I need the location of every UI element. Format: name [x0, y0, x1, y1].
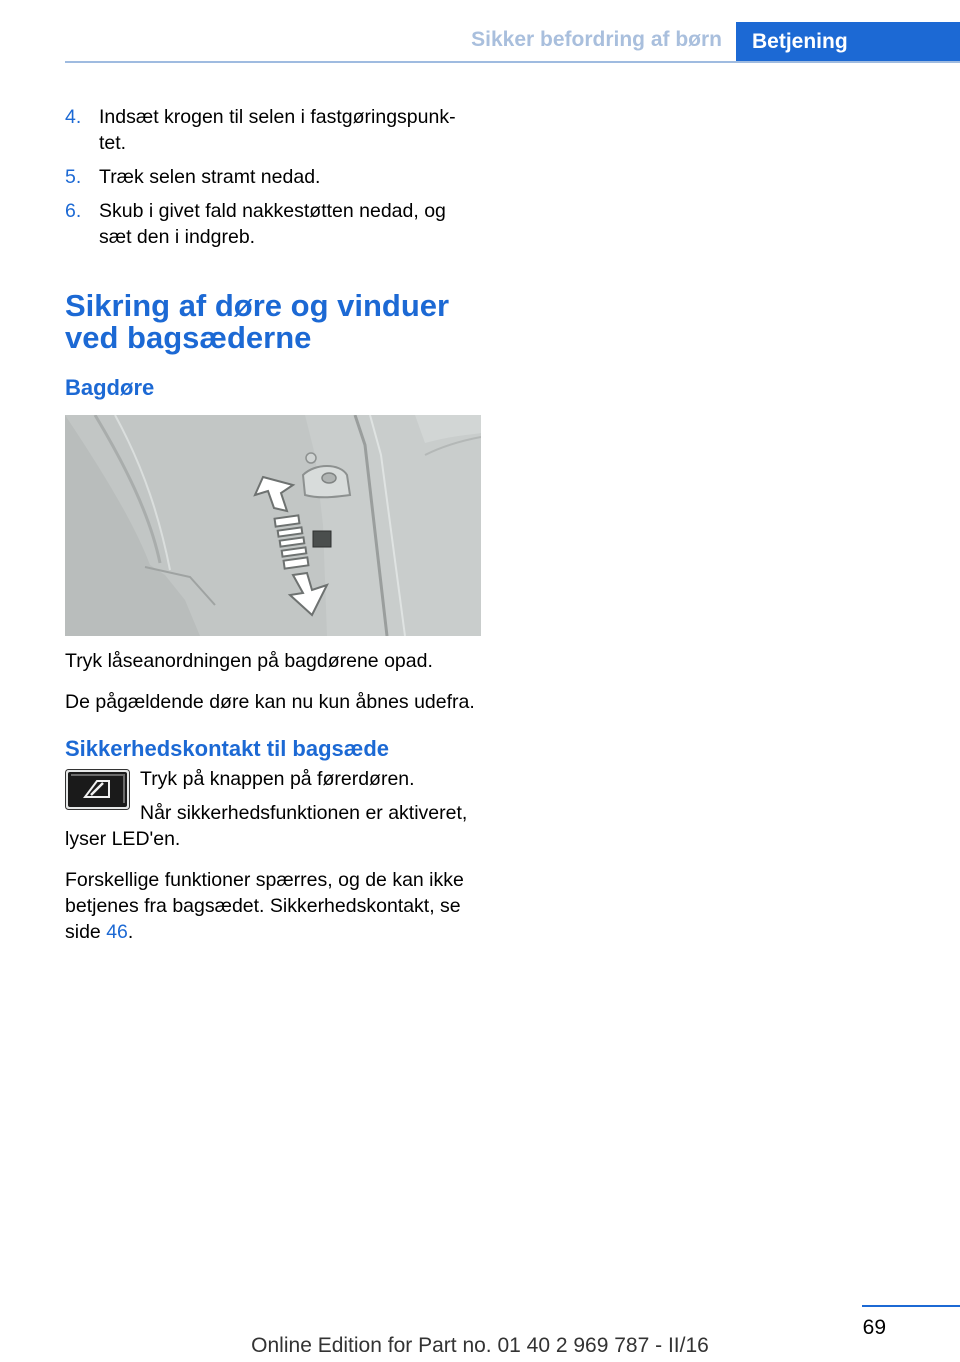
paragraph: Når sikkerhedsfunktionen er aktiveret, lyser LED'en.	[65, 802, 468, 850]
step-number: 5.	[65, 166, 82, 188]
running-header-section: Sikker befordring af børn	[471, 28, 722, 51]
main-column	[65, 104, 481, 945]
paragraph-end: .	[127, 921, 134, 943]
step-item	[65, 198, 481, 250]
subheading-safety-switch: Sikkerhedskontakt til bagsæde	[65, 736, 389, 761]
step-item	[65, 164, 481, 190]
step-text: Træk selen stramt nedad.	[99, 166, 321, 188]
page-reference-link[interactable]: 46	[106, 921, 128, 943]
section-title: Sikring af døre og vinduer ved bagsæderne	[65, 288, 450, 355]
step-number: 6.	[65, 200, 82, 222]
paragraph: Tryk på knappen på førerdøren.	[140, 768, 415, 790]
paragraph-with-link	[65, 867, 481, 945]
header-rule	[65, 61, 960, 63]
paragraph: Tryk låseanordningen på bagdørene opad.	[65, 650, 433, 672]
step-text: Skub i givet fald nakkestøtten nedad, og sæt den i indgreb.	[99, 200, 446, 248]
step-text: Indsæt krogen til selen i fastgøringspunk-tet.	[99, 106, 456, 154]
window-lock-button-icon	[65, 769, 130, 810]
page-number: 69	[862, 1316, 886, 1339]
step-item	[65, 104, 481, 156]
subheading-rear-doors: Bagdøre	[65, 375, 155, 400]
safety-switch-block	[65, 766, 481, 852]
running-header-chapter-tab: Betjening	[736, 22, 960, 63]
footer-edition: Online Edition for Part no. 01 40 2 969 787 - II/16	[251, 1334, 709, 1357]
page-number-rule	[862, 1305, 960, 1307]
paragraph-text: Forskellige funktioner spærres, og de kan ikke betjenes fra bagsædet. Sikkerhedskontakt, se side	[65, 869, 464, 943]
paragraph: De pågældende døre kan nu kun åbnes udefra.	[65, 691, 475, 713]
rear-door-lock-illustration	[65, 415, 481, 636]
step-number: 4.	[65, 106, 82, 128]
